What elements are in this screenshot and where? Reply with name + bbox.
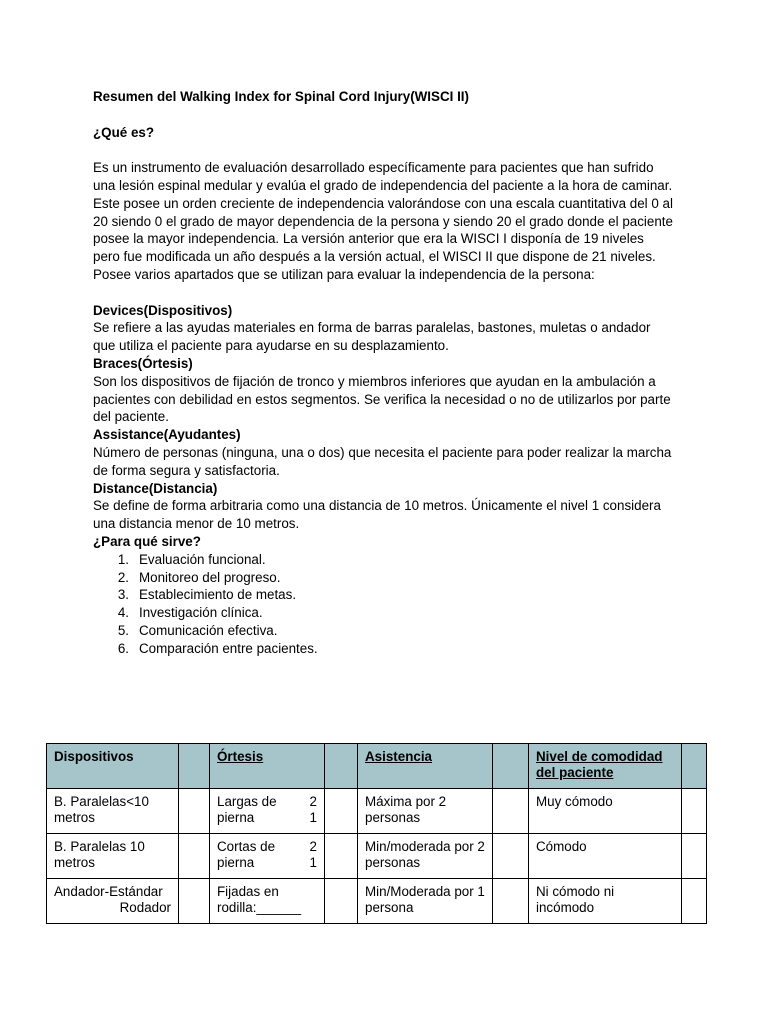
list-item <box>93 604 673 622</box>
document-title: Resumen del Walking Index for Spinal Cord Injury(WISCI II) <box>93 89 469 104</box>
cell-dispositivo: B. Paralelas<10 metros <box>47 789 179 834</box>
list-text: Investigación clínica. <box>139 605 263 621</box>
question-what-is: ¿Qué es? <box>93 124 155 140</box>
cell-asistencia: Min/moderada por 2 personas <box>358 834 493 879</box>
list-number: 2. <box>117 569 129 585</box>
list-item <box>93 569 673 587</box>
cell-spacer <box>179 789 210 834</box>
list-item <box>93 622 673 640</box>
list-text: Comunicación efectiva. <box>139 622 278 638</box>
header-dispositivos: Dispositivos <box>47 744 179 789</box>
cell-spacer <box>493 834 529 879</box>
section-text-distance: Se define de forma arbitraria como una distancia de 10 metros. Únicamente el nivel 1 considera una distancia menor de 10 metros. <box>93 498 661 532</box>
question-what-for: ¿Para qué sirve? <box>93 533 201 549</box>
cell-asistencia: Min/Moderada por 1 persona <box>358 879 493 924</box>
cell-spacer <box>179 834 210 879</box>
list-text: Evaluación funcional. <box>139 551 266 567</box>
cell-spacer <box>682 789 707 834</box>
table-row <box>47 834 707 879</box>
cell-spacer <box>325 879 358 924</box>
cell-asistencia: Máxima por 2 personas <box>358 789 493 834</box>
section-text-devices: Se refiere a las ayudas materiales en forma de barras paralelas, bastones, muletas o andador que utiliza el paciente para ayudarse en su desplazamiento. <box>93 320 651 354</box>
cell-spacer <box>493 789 529 834</box>
header-spacer <box>179 744 210 789</box>
wisci-table <box>46 743 707 924</box>
cell-spacer <box>325 834 358 879</box>
list-number: 3. <box>117 587 129 603</box>
table-row <box>47 789 707 834</box>
intro-paragraph: Es un instrumento de evaluación desarrollado específicamente para pacientes que han sufrido una lesión espinal medular y evalúa el grado de independencia del paciente a la hora de caminar. Este posee un orden creciente de independencia valorándose con una escala cuantitativa del 0 al 20 siendo 0 el grado de mayor dependencia de la persona y siendo 20 el grado donde el paciente posee la mayor independencia. La versión anterior que era la WISCI I disponía de 19 niveles pero fue modificada un año después a la versión actual, el WISCI II que dispone de 21 niveles. <box>93 160 673 265</box>
table-header-row <box>47 744 707 789</box>
list-number: 5. <box>117 622 129 638</box>
header-asistencia: Asistencia <box>358 744 493 789</box>
cell-spacer <box>682 834 707 879</box>
header-ortesis: Órtesis <box>210 744 325 789</box>
cell-dispositivo: B. Paralelas 10 metros <box>47 834 179 879</box>
header-nivel: Nivel de comodidad del paciente <box>529 744 682 789</box>
list-item <box>93 586 673 604</box>
cell-dispositivo: Andador-Estándar Rodador <box>47 879 179 924</box>
intro-paragraph-2: Posee varios apartados que se utilizan para evaluar la independencia de la persona: <box>93 266 595 282</box>
section-heading-assistance: Assistance(Ayudantes) <box>93 427 241 443</box>
header-spacer <box>325 744 358 789</box>
cell-spacer <box>325 789 358 834</box>
list-text: Establecimiento de metas. <box>139 587 297 603</box>
list-item <box>93 640 673 658</box>
cell-spacer <box>493 879 529 924</box>
cell-nivel: Muy cómodo <box>529 789 682 834</box>
section-heading-braces: Braces(Órtesis) <box>93 355 193 371</box>
uses-list <box>93 551 673 658</box>
list-text: Comparación entre pacientes. <box>139 640 318 656</box>
list-number: 1. <box>117 551 129 567</box>
list-number: 4. <box>117 605 129 621</box>
section-heading-distance: Distance(Distancia) <box>93 480 218 496</box>
cell-ortesis: Fijadas en rodilla:______ <box>210 879 325 924</box>
cell-nivel: Cómodo <box>529 834 682 879</box>
header-spacer <box>682 744 707 789</box>
list-number: 6. <box>117 640 129 656</box>
cell-nivel: Ni cómodo ni incómodo <box>529 879 682 924</box>
cell-ortesis: Largas de 2 pierna 1 <box>210 789 325 834</box>
cell-ortesis: Cortas de 2 pierna 1 <box>210 834 325 879</box>
header-spacer <box>493 744 529 789</box>
section-text-braces: Son los dispositivos de fijación de tronco y miembros inferiores que ayudan en la ambulación a pacientes con debilidad en estos segmentos. Se verifica la necesidad o no de utilizarlos por parte del paciente. <box>93 373 671 425</box>
section-text-assistance: Número de personas (ninguna, una o dos) que necesita el paciente para poder realizar la marcha de forma segura y satisfactoria. <box>93 444 672 478</box>
table-row <box>47 879 707 924</box>
cell-spacer <box>179 879 210 924</box>
list-item <box>93 551 673 569</box>
cell-spacer <box>682 879 707 924</box>
section-heading-devices: Devices(Dispositivos) <box>93 302 233 318</box>
list-text: Monitoreo del progreso. <box>139 569 281 585</box>
document-body <box>93 88 673 658</box>
